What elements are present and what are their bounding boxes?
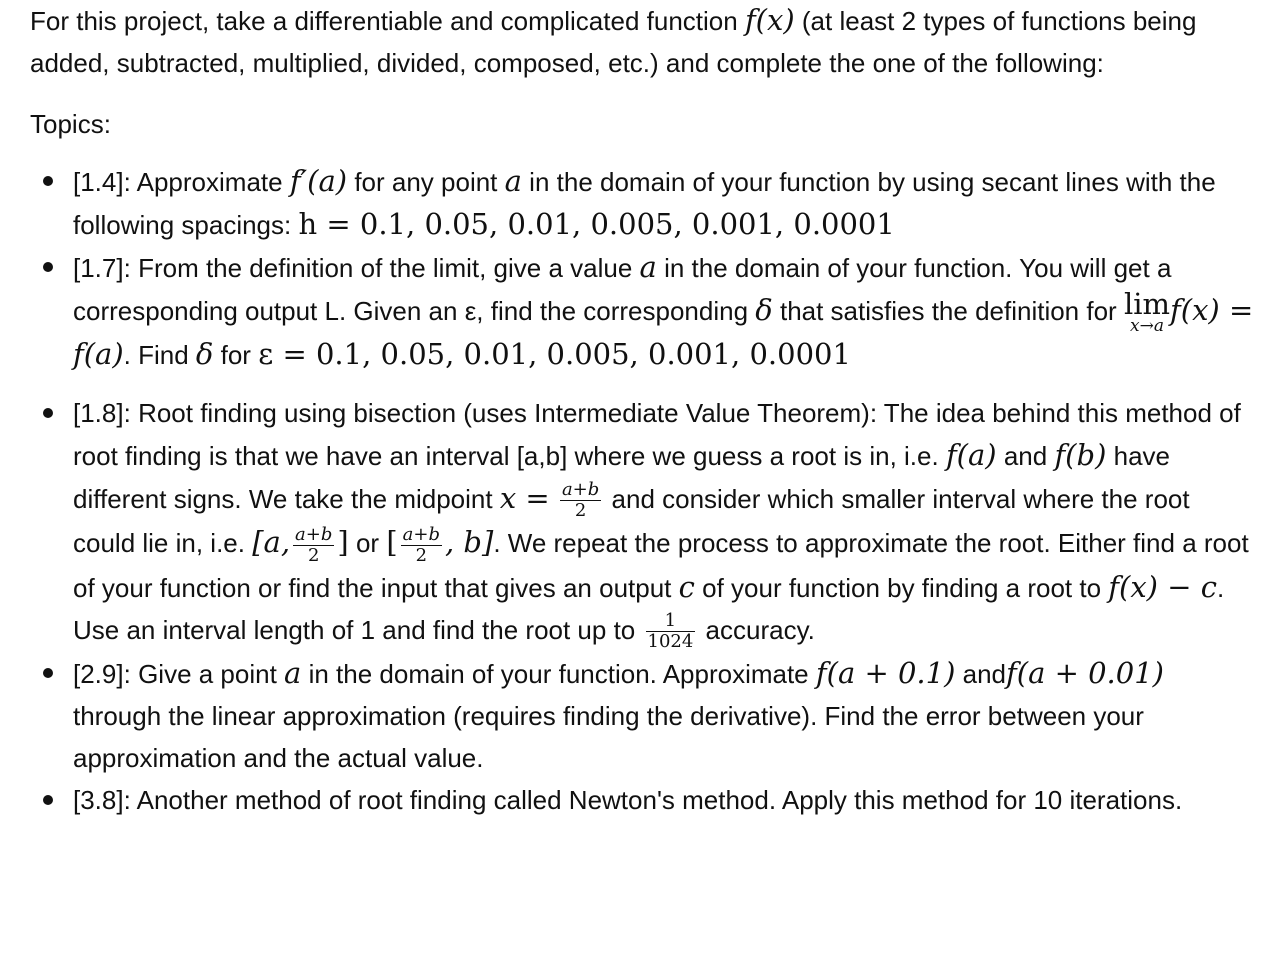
math-fraction-accuracy bbox=[646, 611, 696, 652]
intro-function-symbol: f(x) bbox=[744, 3, 795, 37]
list-item-2-9 bbox=[30, 652, 1258, 779]
math-interval-right-open: [ bbox=[386, 525, 398, 560]
item-text: in the domain of your function. You will get a corresponding output L. Given an ε, find the corresponding bbox=[73, 252, 1172, 326]
item-text: . Find bbox=[123, 339, 189, 370]
math-fraction-midpoint bbox=[293, 525, 334, 566]
math-f-a-plus-01: f(a + 0.1) bbox=[815, 656, 956, 691]
limit-word: lim bbox=[1123, 286, 1171, 321]
fraction-denominator: 1024 bbox=[647, 631, 694, 653]
fraction-denominator: 2 bbox=[307, 544, 320, 566]
item-text: or bbox=[355, 528, 380, 559]
item-text: for bbox=[220, 339, 251, 370]
math-point-a: a bbox=[504, 163, 522, 198]
math-fraction-midpoint bbox=[560, 480, 601, 521]
document-body bbox=[30, 0, 1258, 821]
item-text: From the definition of the limit, give a value bbox=[138, 252, 633, 283]
math-derivative: f′(a) bbox=[289, 163, 348, 198]
item-text: and consider which smaller interval where the root could lie in, i.e. bbox=[73, 483, 1190, 559]
item-text: through the linear approximation (requires finding the derivative). Find the error between your approximation and the actual value. bbox=[73, 701, 1144, 774]
item-text: Another method of root finding called Newton's method. Apply this method for 10 iterations. bbox=[136, 785, 1183, 816]
fraction-numerator: a+b bbox=[561, 479, 600, 501]
intro-text-after: (at least 2 types of functions being added, subtracted, multiplied, divided, composed, etc.) and complete the one of the following: bbox=[30, 6, 1197, 78]
fraction-numerator: a+b bbox=[295, 523, 333, 545]
math-interval-right-close: , b] bbox=[444, 525, 494, 560]
item-text: in the domain of your function. Approximate bbox=[308, 659, 809, 690]
intro-paragraph bbox=[30, 0, 1258, 84]
item-text: . We repeat the process to approximate the root. Either find a root of your function or find the input that gives an output bbox=[73, 528, 1249, 603]
item-tag: [2.9]: bbox=[73, 659, 131, 690]
topic-list bbox=[30, 160, 1258, 822]
math-c: c bbox=[678, 569, 695, 604]
math-point-a: a bbox=[639, 249, 657, 284]
item-text: in the domain of your function by using secant lines with the following spacings: bbox=[73, 166, 1216, 240]
item-tag: [1.7]: bbox=[73, 252, 131, 283]
list-item-1-4 bbox=[30, 160, 1258, 246]
math-epsilons: ε = 0.1, 0.05, 0.01, 0.005, 0.001, 0.0001 bbox=[258, 336, 851, 371]
math-interval-left-open: [a, bbox=[252, 525, 291, 560]
item-text: Root finding using bisection (uses Intermediate Value Theorem): The idea behind this method of root finding is that we have an interval [a,b] where we guess a root is in, i.e. bbox=[73, 397, 1241, 471]
math-delta: δ bbox=[755, 292, 773, 327]
math-midpoint-x: x = bbox=[499, 480, 550, 515]
list-item-3-8 bbox=[30, 779, 1258, 821]
item-text: Give a point bbox=[138, 659, 277, 690]
topics-heading: Topics: bbox=[30, 109, 111, 139]
item-tag: [1.4]: bbox=[73, 166, 131, 197]
list-item-1-7 bbox=[30, 246, 1258, 392]
math-point-a: a bbox=[284, 656, 302, 691]
item-text: have different signs. We take the midpoint bbox=[73, 440, 1171, 514]
math-fa: f(a) bbox=[945, 437, 997, 472]
fraction-denominator: 2 bbox=[574, 500, 587, 522]
fraction-numerator: a+b bbox=[402, 523, 440, 545]
item-text: that satisfies the definition for bbox=[779, 295, 1117, 326]
math-interval-left-close: ] bbox=[337, 525, 349, 560]
item-tag: [1.8]: bbox=[73, 397, 131, 428]
item-text: and bbox=[1003, 440, 1048, 471]
item-text: of your function by finding a root to bbox=[702, 572, 1102, 603]
math-f-a-plus-001: f(a + 0.01) bbox=[1006, 656, 1164, 691]
math-limit bbox=[1123, 286, 1171, 336]
intro-text-before: For this project, take a differentiable and complicated function bbox=[30, 6, 738, 36]
item-tag: [3.8]: bbox=[73, 785, 131, 816]
item-text: Approximate bbox=[136, 166, 283, 197]
item-text: accuracy. bbox=[705, 614, 815, 645]
fraction-numerator: 1 bbox=[646, 611, 696, 632]
math-fraction-midpoint bbox=[401, 525, 442, 566]
math-spacings: h = 0.1, 0.05, 0.01, 0.005, 0.001, 0.0001 bbox=[298, 206, 895, 241]
math-limit-expression: f(x) = f(a) bbox=[73, 292, 1254, 371]
item-text: . Use an interval length of 1 and find the root up to bbox=[73, 572, 1225, 645]
list-item-1-8 bbox=[30, 392, 1258, 653]
math-fb: f(b) bbox=[1054, 437, 1107, 472]
item-text: for any point bbox=[354, 166, 498, 197]
item-text: and bbox=[962, 659, 1007, 690]
math-fx-minus-c: f(x) − c bbox=[1108, 569, 1217, 604]
math-delta: δ bbox=[195, 336, 214, 371]
limit-subscript: x→a bbox=[1130, 315, 1164, 336]
fraction-denominator: 2 bbox=[415, 544, 428, 566]
